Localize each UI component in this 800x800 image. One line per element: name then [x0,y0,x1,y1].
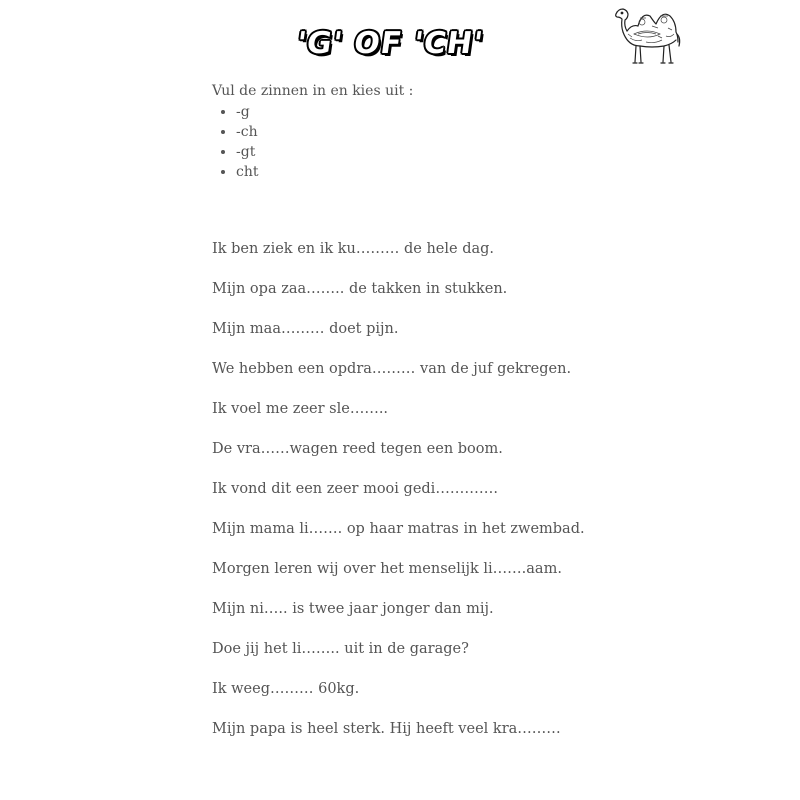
sentence-5: Ik voel me zeer sle…….. [212,401,389,417]
sentence-7: Ik vond dit een zeer mooi gedi…………. [212,481,498,497]
instruction-text: Vul de zinnen in en kies uit : [212,83,414,99]
choice-item: • -g [236,102,258,122]
choice-item: • -gt [236,142,258,162]
sentence-2: Mijn opa zaa…….. de takken in stukken. [212,281,508,297]
choice-item: • cht [236,162,258,182]
choice-item: • -ch [236,122,258,142]
page-title: 'G' OF 'CH' [294,26,486,61]
sentence-11: Doe jij het li…….. uit in de garage? [212,641,469,657]
sentence-8: Mijn mama li……. op haar matras in het zwembad. [212,521,585,537]
sentence-4: We hebben een opdra……… van de juf gekregen. [212,361,572,377]
sentence-10: Mijn ni….. is twee jaar jonger dan mij. [212,601,494,617]
sentence-6: De vra……wagen reed tegen een boom. [212,441,503,457]
camel-icon [612,4,684,66]
sentence-9: Morgen leren wij over het menselijk li…….aam. [212,561,562,577]
sentence-1: Ik ben ziek en ik ku……… de hele dag. [212,241,495,257]
sentence-12: Ik weeg……… 60kg. [212,681,360,697]
sentence-13: Mijn papa is heel sterk. Hij heeft veel kra……… [212,721,561,737]
choice-list [212,102,258,182]
sentence-3: Mijn maa……… doet pijn. [212,321,399,337]
sentence-list [212,240,585,760]
